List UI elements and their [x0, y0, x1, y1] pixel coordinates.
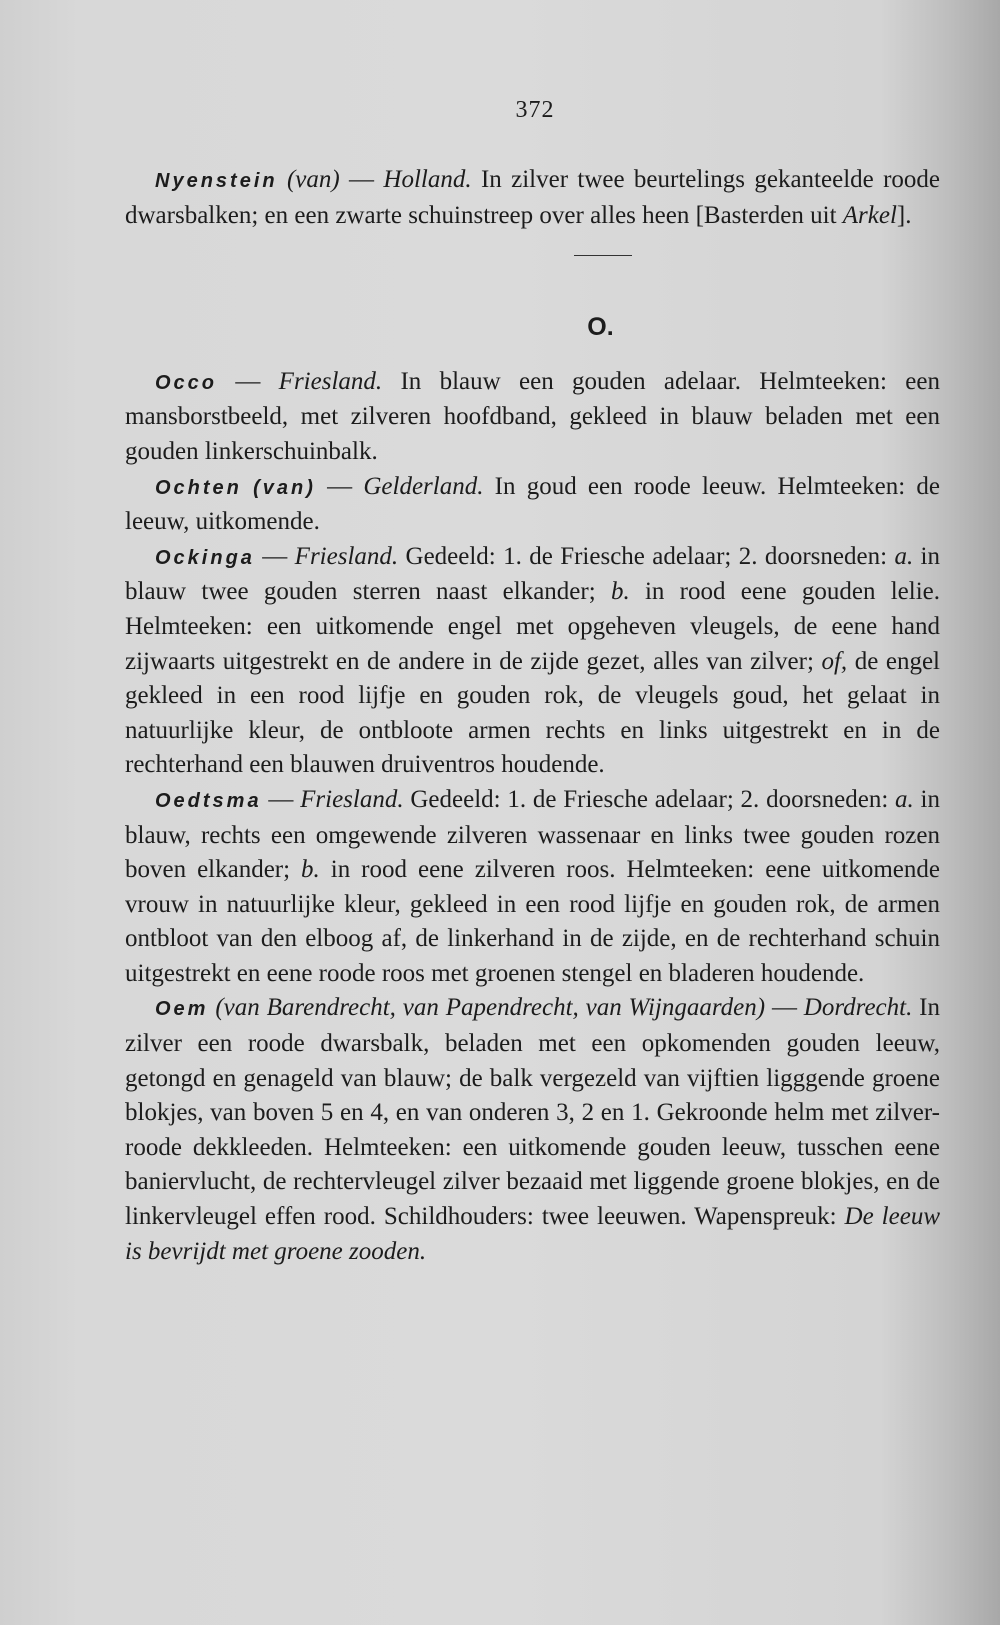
- entry-region: Gelderland.: [363, 472, 484, 500]
- entry-region: Holland.: [383, 166, 472, 193]
- entry-text: In blauw een gouden adelaar. Helmteeken: een mansborstbeeld, met zilveren hoofdband, gekleed in blauw beladen met een gouden linkerschuinbalk.: [125, 367, 941, 465]
- section-heading: O.: [587, 313, 614, 342]
- entry-text: In zilver een roode dwarsbalk, beladen met een opkomenden gouden leeuw, getongd en genageld van blauw; de balk vergezeld van vijftien ligggende groene blokjes, van boven 5 en 4, en van onderen 3, 2 en 1. Gekroonde helm met zilver-roode dekkleeden. Helmteeken: een uitkomende gouden leeuw, tusschen eene baniervlucht, de rechtervleugel zilver bezaaid met liggende groene blokjes, en de linkervleugel effen rood. Schildhouders: twee leeuwen. Wapenspreuk:: [125, 994, 941, 1231]
- entry-italic-text: b.: [301, 856, 320, 884]
- entry-paren: (van Barendrecht, van Papendrecht, van Wijngaarden): [215, 994, 766, 1022]
- entry-nyenstein: [125, 163, 940, 233]
- entry-occo: [125, 365, 940, 470]
- entry-text: Gedeeld: 1. de Friesche adelaar; 2. doorsneden:: [398, 542, 895, 570]
- entry-oem: [125, 991, 940, 1269]
- entry-italic-text: of,: [821, 647, 848, 675]
- entry-text: in blauw, rechts een omgewende zilveren wassenaar en links twee gouden rozen boven elkander;: [125, 785, 940, 884]
- entry-text: In zilver twee beurtelings gekanteelde roode dwarsbalken; en een zwarte schuinstreep over alles heen [Basterden uit: [125, 166, 941, 229]
- entry-dash: —: [339, 166, 384, 193]
- entry-text: In goud een roode leeuw. Helmteeken: de leeuw, uitkomende.: [125, 472, 941, 536]
- entry-paren: (van): [253, 476, 316, 499]
- entry-name: Occo: [155, 371, 218, 394]
- entry-text: de engel gekleed in een rood lijfje en gouden rok, de vleugels goud, het gelaat in natuurlijke kleur, de ontbloote armen rechts en links uitgestrekt en in de rechterhand een blauwen druiventros houdende.: [125, 647, 940, 779]
- entry-paren: (van): [286, 166, 340, 193]
- entry-name: Oedtsma: [155, 789, 262, 812]
- text-body: [125, 163, 940, 1269]
- separator-rule: [574, 255, 632, 256]
- entry-name: Nyenstein: [155, 170, 278, 192]
- entry-dash: —: [261, 785, 301, 813]
- entry-italic-text: a.: [895, 785, 914, 813]
- entry-text: in blauw twee gouden sterren naast elkander;: [125, 542, 941, 606]
- entry-text: in rood eene zilveren roos. Helmteeken: eene uitkomende vrouw in natuurlijke kleur, gekleed in een rood lijfje en gouden rok, de armen ontbloot van den elboog af, de linkerhand in de zijde, en de rechterhand schuin uitgestrekt en eene roode roos met groenen stengel en bladeren houdende.: [125, 856, 940, 987]
- entry-text: Gedeeld: 1. de Friesche adelaar; 2. doorsneden:: [403, 785, 896, 813]
- entry-dash: —: [765, 994, 804, 1022]
- entry-region: Friesland.: [300, 785, 404, 813]
- entry-name: Oem: [155, 998, 209, 1021]
- entry-italic-text: b.: [610, 578, 630, 606]
- entry-italic-text: a.: [894, 542, 914, 570]
- entry-ochten: [125, 470, 940, 540]
- entry-dash: —: [217, 367, 279, 395]
- entry-region: Friesland.: [278, 367, 383, 395]
- entry-region: Friesland.: [294, 542, 399, 570]
- page-number: 372: [515, 97, 555, 123]
- entry-oedtsma: [125, 783, 940, 992]
- entry-region: Dordrecht.: [803, 994, 913, 1022]
- entry-italic-text: Arkel: [842, 201, 897, 229]
- entry-name: Ockinga: [155, 546, 255, 569]
- entry-ockinga: [125, 540, 940, 783]
- entry-text: ].: [896, 201, 912, 229]
- entry-text: in rood eene gouden lelie. Helmteeken: een uitkomende engel met opgeheven vleugels, de eene hand zijwaarts uitgestrekt en de andere in de zijde gezet, alles van zilver;: [125, 578, 941, 675]
- entry-dash: —: [254, 542, 295, 570]
- entry-italic-text: De leeuw is bevrijdt met groene zooden.: [125, 1203, 940, 1265]
- entry-dash: —: [315, 472, 364, 500]
- entry-name: Ochten: [155, 476, 242, 499]
